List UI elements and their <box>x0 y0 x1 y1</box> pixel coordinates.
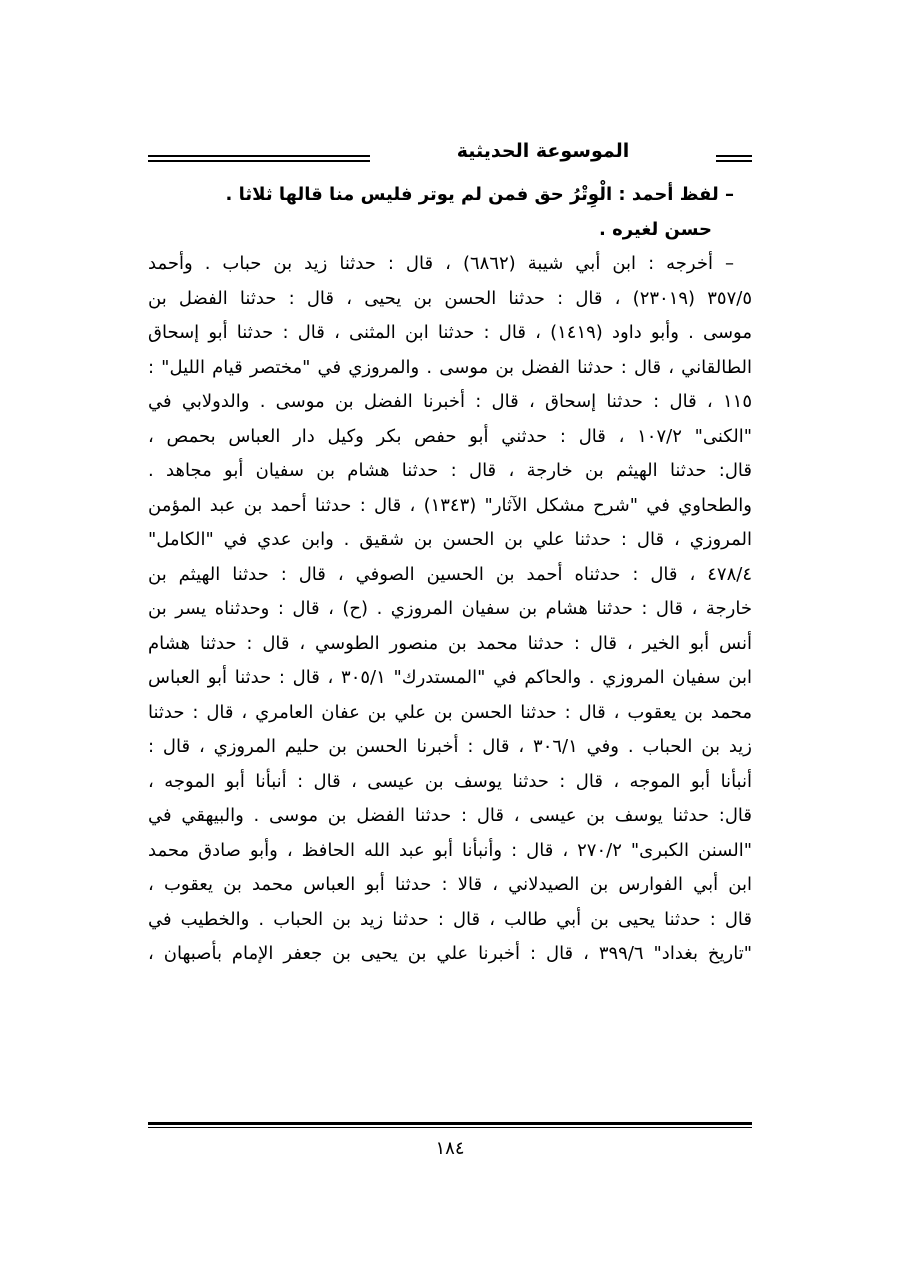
text-line: قال: حدثنا الهيثم بن خارجة ، قال : حدثنا هشام بن سفيان أبو مجاهد . <box>148 460 752 481</box>
text-line: المروزي ، قال : حدثنا علي بن الحسن بن شقيق . وابن عدي في "الكامل" <box>148 529 752 550</box>
text-line: ١١٥ ، قال : حدثنا إسحاق ، قال : أخبرنا الفضل بن موسى . والدولابي في <box>148 391 752 412</box>
text-line: – أخرجه : ابن أبي شيبة (٦٨٦٢) ، قال : حدثنا زيد بن حباب . وأحمد <box>148 253 735 274</box>
hadith-wording-line: – لفظ أحمد : الْوِتْرُ حق فمن لم يوتر فليس منا قالها ثلاثا . <box>225 184 734 205</box>
text-line: "السنن الكبرى" ٢٧٠/٢ ، قال : وأنبأنا أبو عبد الله الحافظ ، وأبو صادق محمد <box>148 839 752 861</box>
header-rule-right <box>716 155 752 162</box>
text-line: والطحاوي في "شرح مشكل الآثار" (١٣٤٣) ، قال : حدثنا أحمد بن عبد المؤمن <box>148 494 752 516</box>
text-line: قال : حدثنا يحيى بن أبي طالب ، قال : حدثنا زيد بن الحباب . والخطيب في <box>148 908 752 930</box>
grading-line: حسن لغيره . <box>599 218 712 240</box>
text-line: ابن أبي الفوارس بن الصيدلاني ، قالا : حدثنا أبو العباس محمد بن يعقوب ، <box>148 874 752 895</box>
text-line: محمد بن يعقوب ، قال : حدثنا الحسن بن علي بن عفان العامري ، قال : حدثنا <box>148 701 752 723</box>
text-line: الطالقاني ، قال : حدثنا الفضل بن موسى . والمروزي في "مختصر قيام الليل" : <box>148 356 752 378</box>
text-line: ٤٧٨/٤ ، قال : حدثناه أحمد بن الحسين الصوفي ، قال : حدثنا الهيثم بن <box>148 563 752 585</box>
text-line: زيد بن الحباب . وفي ٣٠٦/١ ، قال : أخبرنا الحسن بن حليم المروزي ، قال : <box>148 736 752 757</box>
text-line: أنس أبو الخير ، قال : حدثنا محمد بن منصور الطوسي ، قال : حدثنا هشام <box>148 632 752 654</box>
page-number: ١٨٤ <box>435 1138 465 1159</box>
header-rule-left <box>148 155 370 162</box>
main-text <box>148 178 752 972</box>
text-line: ٣٥٧/٥ (٢٣٠١٩) ، قال : حدثنا الحسن بن يحيى ، قال : حدثنا الفضل بن <box>148 287 752 309</box>
running-title: الموسوعة الحديثية <box>456 140 630 162</box>
page-header <box>148 140 752 172</box>
text-line: خارجة ، قال : حدثنا هشام بن سفيان المروزي . (ح) ، قال : وحدثناه يسر بن <box>148 598 752 619</box>
text-line: أنبأنا أبو الموجه ، قال : حدثنا يوسف بن عيسى ، قال : أنبأنا أبو الموجه ، <box>148 770 752 792</box>
text-line: ابن سفيان المروزي . والحاكم في "المستدرك" ٣٠٥/١ ، قال : حدثنا أبو العباس <box>148 667 752 688</box>
text-line: قال: حدثنا يوسف بن عيسى ، قال : حدثنا الفضل بن موسى . والبيهقي في <box>148 805 752 826</box>
text-line: "الكنى" ١٠٧/٢ ، قال : حدثني أبو حفص بكر وكيل دار العباس بحمص ، <box>148 425 752 447</box>
footer-rule <box>148 1122 752 1128</box>
text-line: موسى . وأبو داود (١٤١٩) ، قال : حدثنا ابن المثنى ، قال : حدثنا أبو إسحاق <box>148 322 752 343</box>
text-line: "تاريخ بغداد" ٣٩٩/٦ ، قال : أخبرنا علي بن يحيى بن جعفر الإمام بأصبهان ، <box>148 943 752 964</box>
